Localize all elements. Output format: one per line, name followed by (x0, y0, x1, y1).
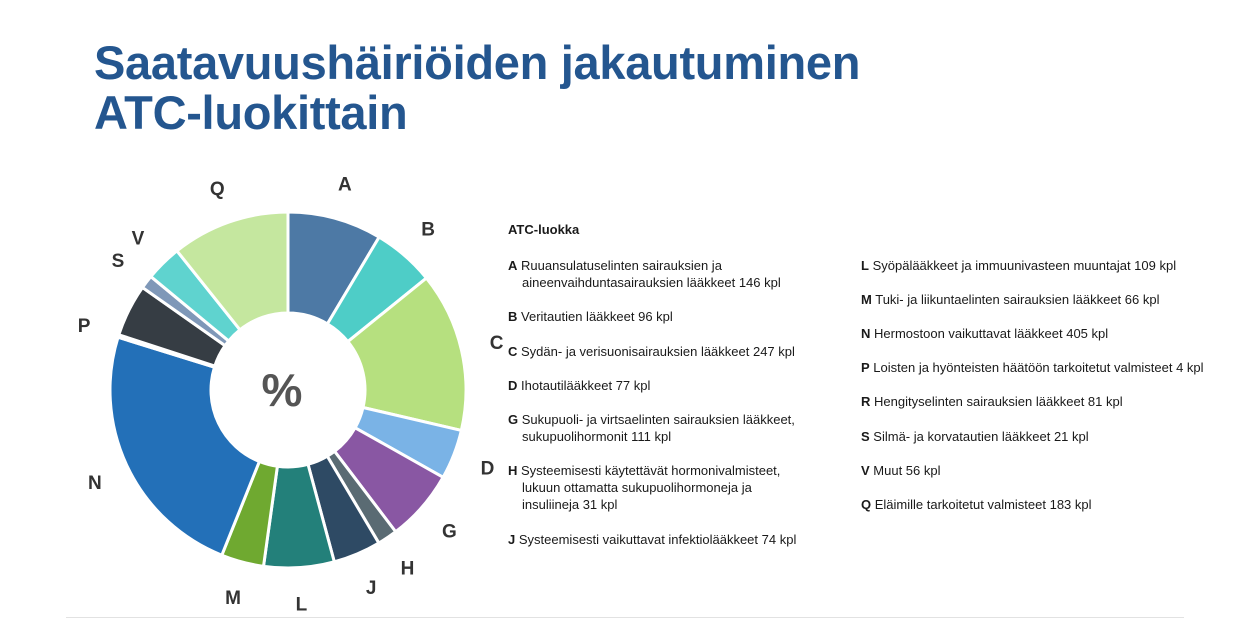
legend-code: V (861, 463, 870, 478)
donut-center-label: % (261, 364, 303, 416)
slice-label-d: D (480, 458, 495, 480)
legend-code: J (508, 532, 516, 547)
legend-item-j (508, 531, 796, 548)
slice-label-c: C (489, 333, 504, 355)
legend-code: L (861, 258, 869, 273)
legend-text: Systeemisesti vaikuttavat infektiolääkkeet 74 kpl (518, 532, 797, 547)
page-title (94, 38, 860, 138)
legend-text: Veritautien lääkkeet 96 kpl (521, 309, 673, 324)
legend-text: Sukupuoli- ja virtsaelinten sairauksien lääkkeet, (521, 412, 795, 427)
legend-text: Silmä- ja korvatautien lääkkeet 21 kpl (873, 429, 1089, 444)
legend-code: N (861, 326, 871, 341)
slice-label-j: J (365, 578, 377, 600)
legend-code: R (861, 394, 871, 409)
legend-item-c (508, 343, 795, 360)
legend-item-l (861, 257, 1176, 274)
legend-item-s (861, 428, 1089, 445)
legend-text: Ruuansulatuselinten sairauksien ja (521, 258, 722, 273)
slice-label-s: S (111, 251, 125, 273)
slice-label-b: B (421, 219, 436, 241)
legend-code: H (508, 463, 518, 478)
legend-item-d (508, 377, 650, 394)
legend-code: D (508, 378, 518, 393)
legend-item-n (861, 325, 1108, 342)
legend-text-continued: sukupuolihormonit 111 kpl (522, 429, 672, 444)
slice-label-m: M (225, 587, 242, 609)
legend-item-h (508, 462, 780, 513)
legend-item-m (861, 291, 1159, 308)
slice-label-p: P (77, 316, 91, 338)
donut-chart (77, 174, 504, 616)
bottom-divider (66, 617, 1184, 618)
legend-item-r (861, 393, 1123, 410)
slice-label-g: G (441, 521, 457, 543)
legend-text: Syöpälääkkeet ja immuunivasteen muuntajat 109 kpl (872, 258, 1177, 273)
legend-text: Sydän- ja verisuonisairauksien lääkkeet 247 kpl (521, 344, 795, 359)
legend-title: ATC-luokka (508, 222, 580, 237)
slice-label-n: N (87, 473, 102, 495)
legend-text-continued: lukuun ottamatta sukupuolihormoneja ja (522, 480, 752, 495)
slice-label-a: A (337, 174, 352, 196)
slice-label-q: Q (209, 179, 225, 201)
legend-code: M (861, 292, 872, 307)
legend-text-continued: insuliineja 31 kpl (522, 497, 618, 512)
legend-item-g (508, 411, 795, 445)
title-line-2: ATC-luokittain (94, 86, 408, 139)
legend-code: G (508, 412, 519, 427)
legend-text: Hengityselinten sairauksien lääkkeet 81 kpl (874, 394, 1123, 409)
title-line-1: Saatavuushäiriöiden jakautuminen (94, 36, 861, 89)
slice-label-v: V (131, 228, 145, 250)
legend-item-p (861, 359, 1204, 376)
legend-text: Eläimille tarkoitetut valmisteet 183 kpl (874, 497, 1092, 512)
legend-code: B (508, 309, 518, 324)
legend-text: Loisten ja hyönteisten häätöön tarkoitetut valmisteet 4 kpl (873, 360, 1204, 375)
legend-text-continued: aineenvaihduntasairauksien lääkkeet 146 kpl (522, 275, 781, 290)
legend-text: Hermostoon vaikuttavat lääkkeet 405 kpl (874, 326, 1109, 341)
legend-text: Systeemisesti käytettävät hormonivalmisteet, (521, 463, 781, 478)
legend-item-v (861, 462, 941, 479)
slice-label-h: H (400, 558, 415, 580)
legend-code: S (861, 429, 870, 444)
legend-code: Q (861, 497, 872, 512)
legend-text: Ihotautilääkkeet 77 kpl (521, 378, 651, 393)
slice-label-l: L (295, 594, 308, 616)
legend-text: Muut 56 kpl (873, 463, 941, 478)
legend-code: A (508, 258, 518, 273)
legend-code: C (508, 344, 518, 359)
legend-code: P (861, 360, 870, 375)
legend-item-a (508, 257, 781, 291)
legend-item-q (861, 496, 1092, 513)
legend-item-b (508, 308, 673, 325)
legend-text: Tuki- ja liikuntaelinten sairauksien lääkkeet 66 kpl (875, 292, 1160, 307)
